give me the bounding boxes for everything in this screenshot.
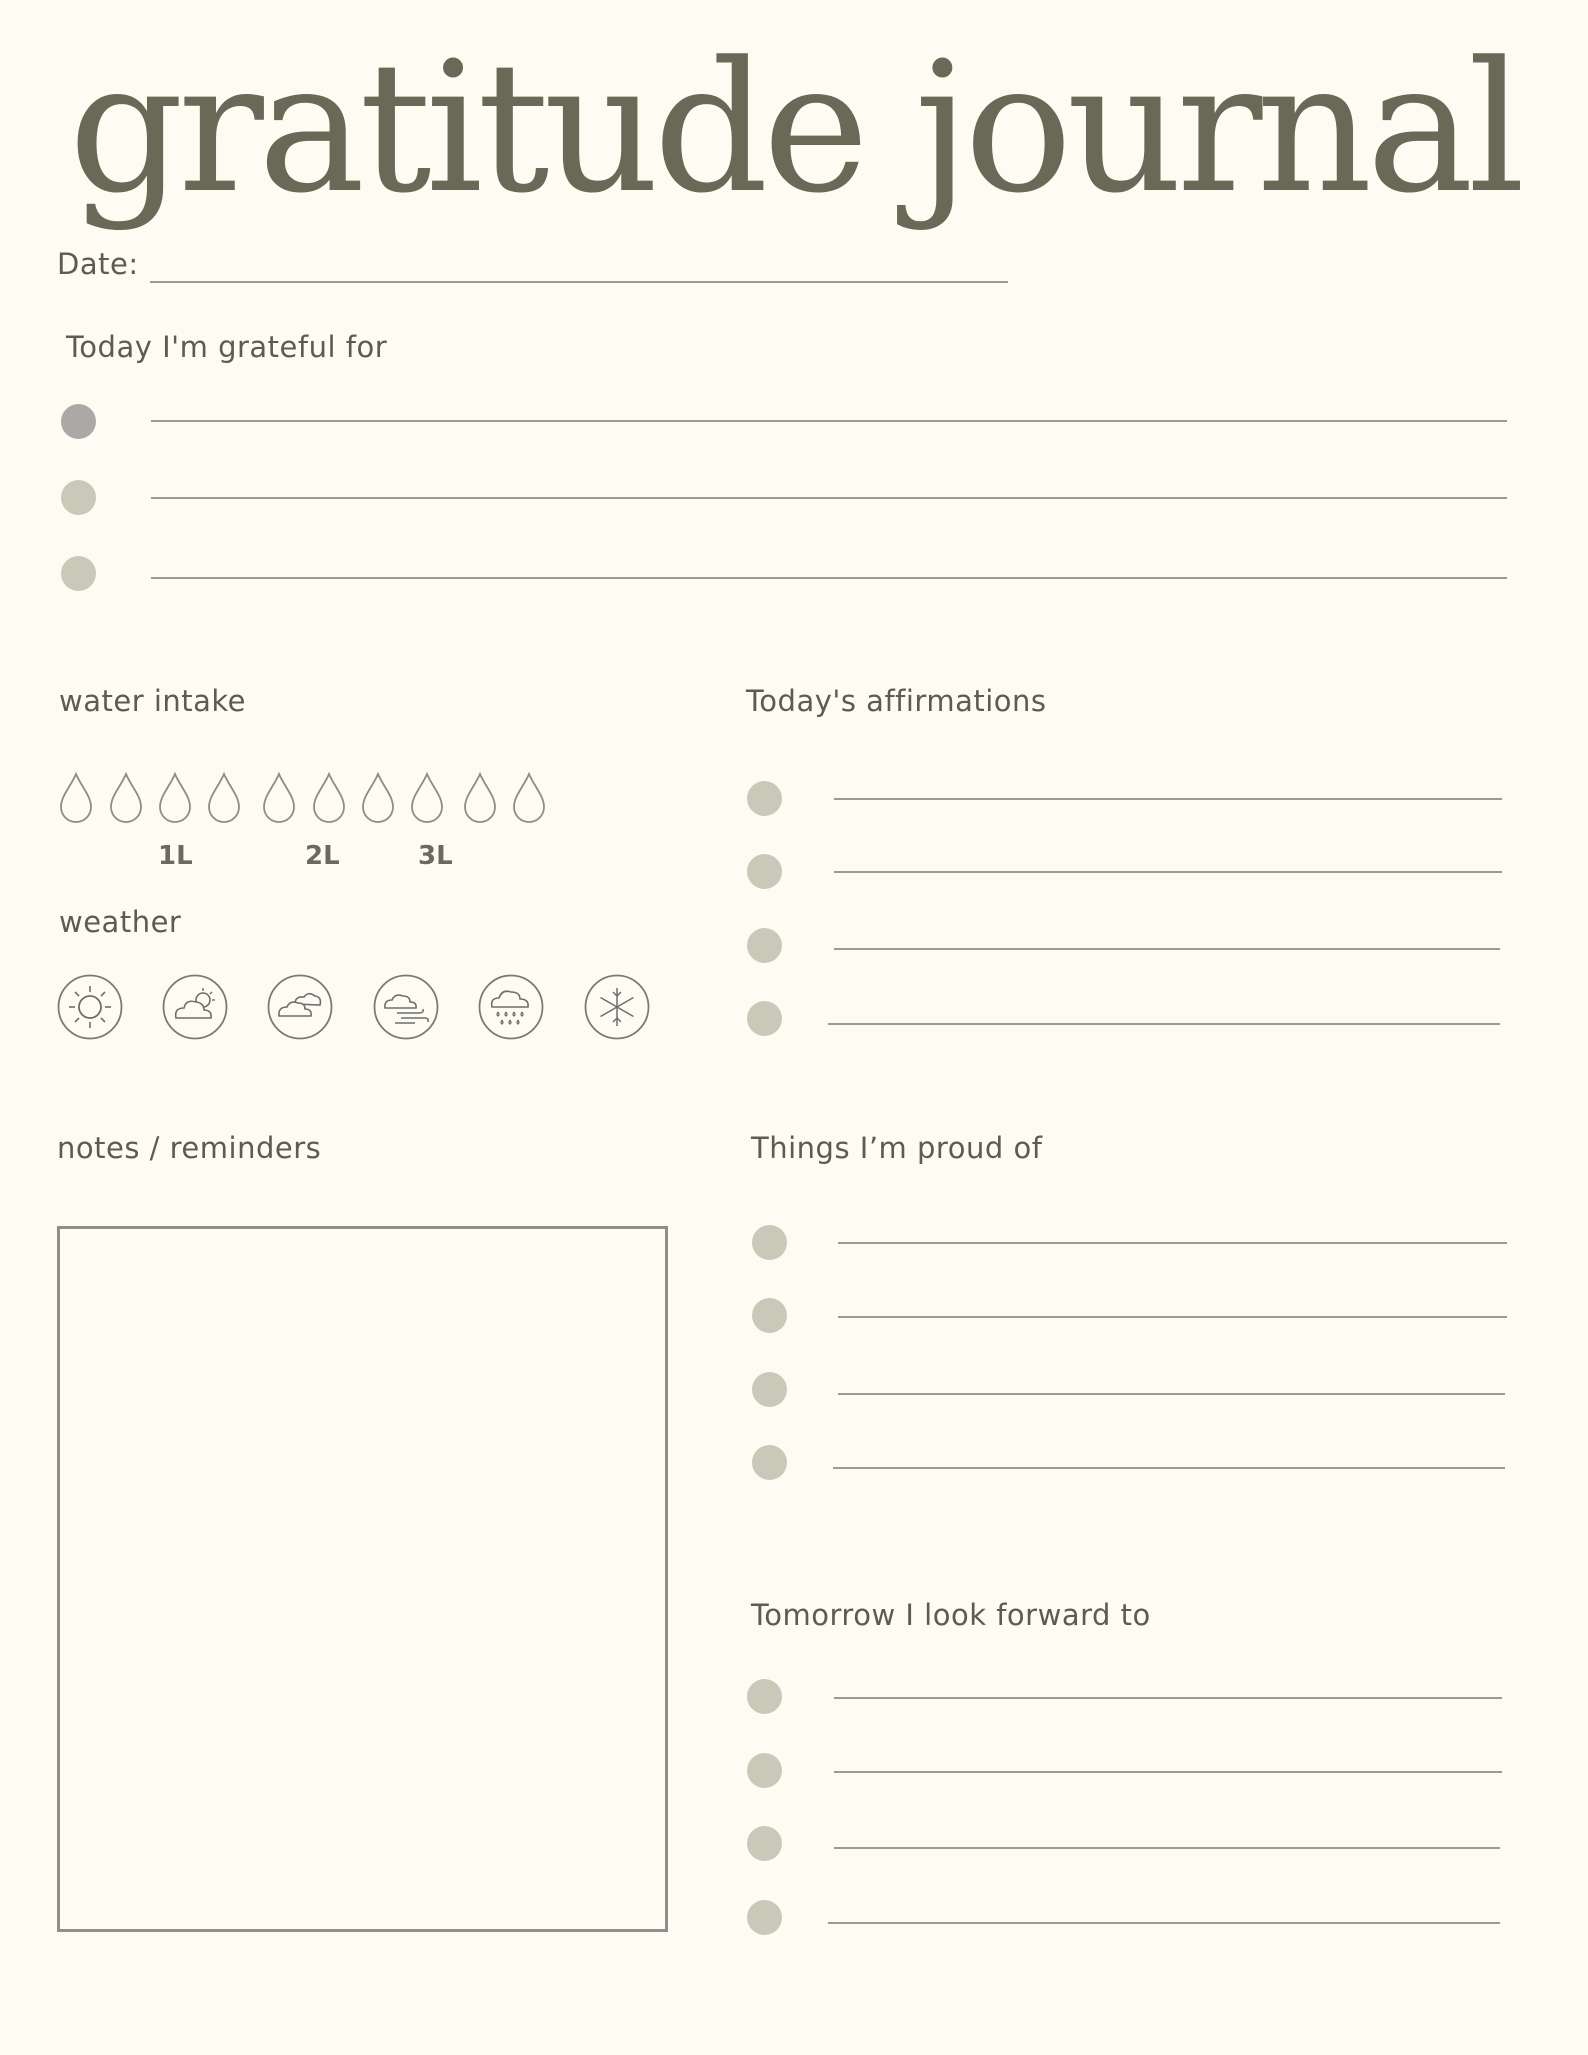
- tomorrow-bullet-1: [747, 1679, 782, 1714]
- water-mark-1l: 1L: [158, 841, 193, 871]
- affirmation-line-2[interactable]: [834, 871, 1502, 873]
- water-drop-icon[interactable]: [158, 772, 192, 824]
- grateful-bullet-1: [61, 404, 96, 439]
- tomorrow-line-2[interactable]: [834, 1771, 1502, 1773]
- weather-heading: weather: [59, 905, 182, 939]
- grateful-bullet-2: [61, 480, 96, 515]
- water-drop-icon[interactable]: [59, 772, 93, 824]
- affirmation-bullet-2: [747, 854, 782, 889]
- water-drop-icon[interactable]: [512, 772, 546, 824]
- affirmations-heading: Today's affirmations: [746, 684, 1047, 718]
- page-title: gratitude journal: [68, 24, 1520, 233]
- tomorrow-bullet-3: [747, 1826, 782, 1861]
- windy-icon[interactable]: [373, 974, 439, 1040]
- tomorrow-heading: Tomorrow I look forward to: [751, 1598, 1151, 1632]
- water-drop-icon[interactable]: [312, 772, 346, 824]
- affirmation-bullet-1: [747, 781, 782, 816]
- sun-icon[interactable]: [57, 974, 123, 1040]
- rain-icon[interactable]: [478, 974, 544, 1040]
- tomorrow-line-4[interactable]: [828, 1922, 1500, 1924]
- proud-bullet-2: [752, 1298, 787, 1333]
- proud-bullet-1: [752, 1225, 787, 1260]
- proud-bullet-4: [752, 1445, 787, 1480]
- affirmation-line-1[interactable]: [834, 798, 1502, 800]
- proud-line-2[interactable]: [838, 1316, 1507, 1318]
- tomorrow-bullet-4: [747, 1900, 782, 1935]
- tomorrow-line-3[interactable]: [834, 1847, 1500, 1849]
- grateful-line-3[interactable]: [151, 577, 1507, 579]
- affirmation-bullet-4: [747, 1001, 782, 1036]
- tomorrow-line-1[interactable]: [834, 1697, 1502, 1699]
- partly-cloudy-icon[interactable]: [162, 974, 228, 1040]
- cloudy-icon[interactable]: [267, 974, 333, 1040]
- water-drop-icon[interactable]: [463, 772, 497, 824]
- affirmation-line-4[interactable]: [828, 1023, 1500, 1025]
- proud-line-3[interactable]: [838, 1393, 1505, 1395]
- proud-line-1[interactable]: [838, 1242, 1507, 1244]
- affirmation-line-3[interactable]: [834, 948, 1500, 950]
- water-heading: water intake: [59, 684, 247, 718]
- notes-heading: notes / reminders: [57, 1131, 322, 1165]
- grateful-line-2[interactable]: [151, 497, 1507, 499]
- grateful-bullet-3: [61, 556, 96, 591]
- proud-bullet-3: [752, 1372, 787, 1407]
- tomorrow-bullet-2: [747, 1753, 782, 1788]
- grateful-heading: Today I'm grateful for: [66, 330, 388, 364]
- water-drop-icon[interactable]: [262, 772, 296, 824]
- water-drop-icon[interactable]: [361, 772, 395, 824]
- date-line[interactable]: [150, 281, 1008, 283]
- affirmation-bullet-3: [747, 928, 782, 963]
- water-drop-icon[interactable]: [207, 772, 241, 824]
- water-mark-3l: 3L: [418, 841, 453, 871]
- water-mark-2l: 2L: [305, 841, 340, 871]
- grateful-line-1[interactable]: [151, 420, 1507, 422]
- notes-box[interactable]: [57, 1226, 668, 1932]
- snowflake-icon[interactable]: [584, 974, 650, 1040]
- proud-line-4[interactable]: [833, 1467, 1505, 1469]
- date-label: Date:: [57, 247, 139, 281]
- water-drop-icon[interactable]: [410, 772, 444, 824]
- proud-heading: Things I’m proud of: [751, 1131, 1043, 1165]
- water-drop-icon[interactable]: [109, 772, 143, 824]
